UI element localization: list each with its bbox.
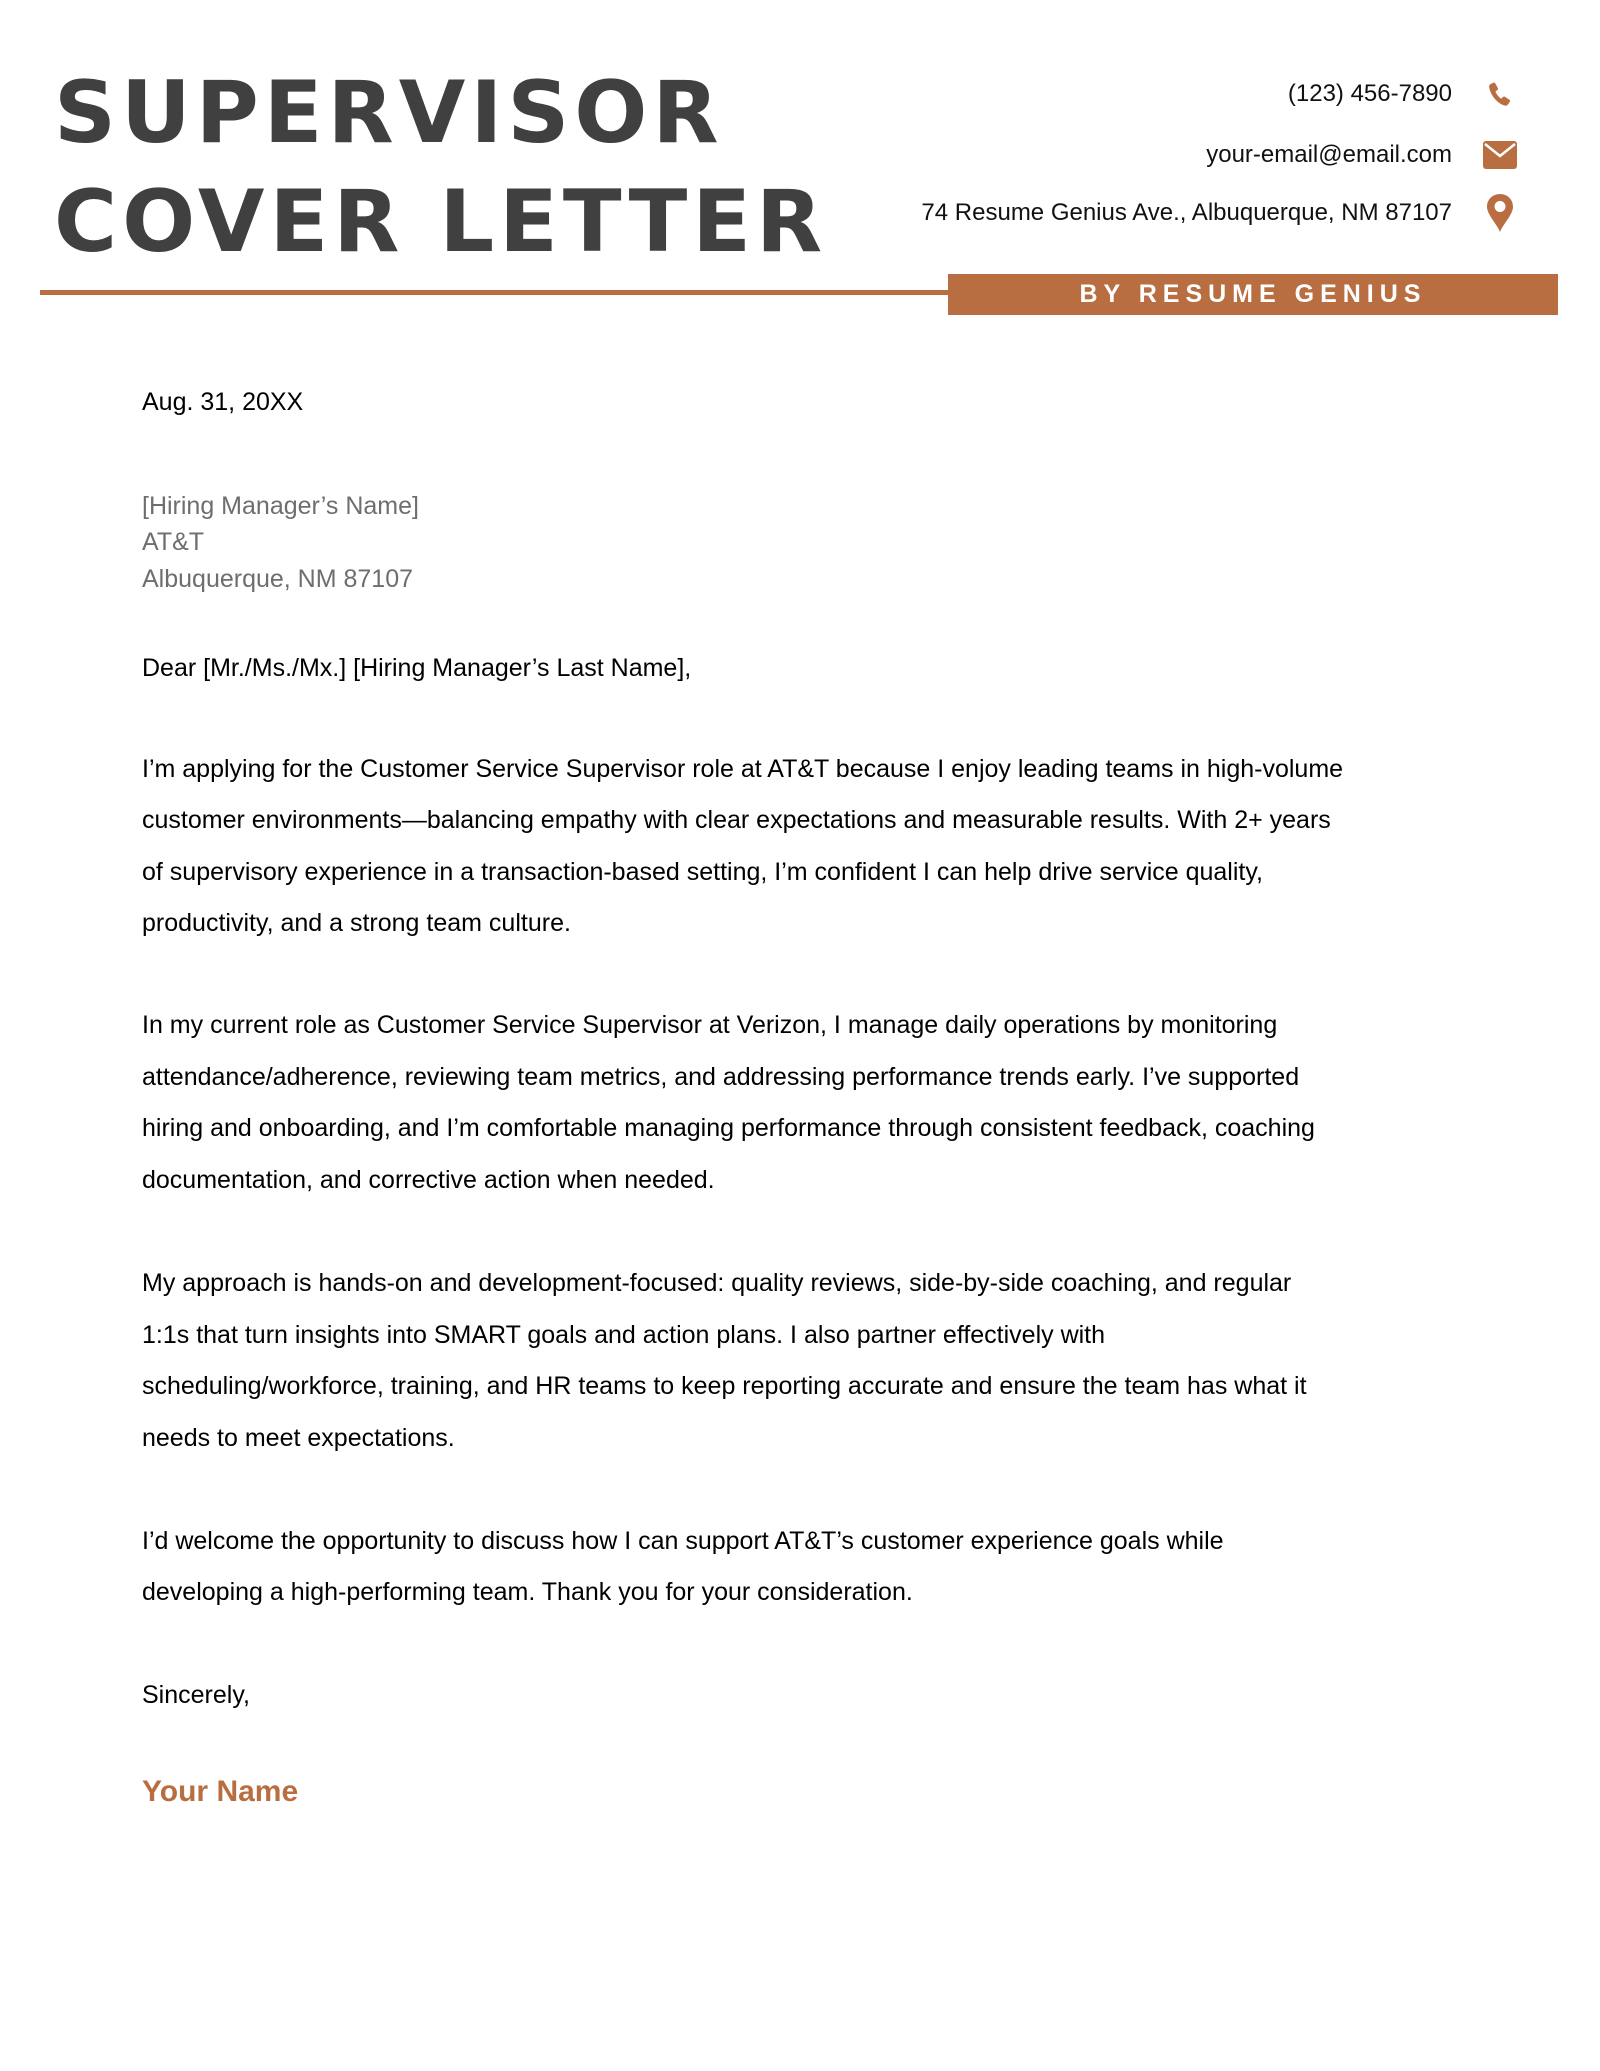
paragraph-line: I’m applying for the Customer Service Supervisor role at AT&T because I enjoy leading teams in high-volume: [142, 755, 1344, 783]
paragraph-line: documentation, and corrective action when needed.: [142, 1166, 715, 1194]
location-pin-icon: [1483, 193, 1517, 233]
recipient-company: AT&T: [142, 528, 205, 556]
paragraph-line: attendance/adherence, reviewing team metrics, and addressing performance trends early. I’ve supported: [142, 1063, 1300, 1091]
paragraph-line: 1:1s that turn insights into SMART goals and action plans. I also partner effectively with: [142, 1321, 1106, 1349]
header-divider: [40, 290, 950, 295]
address-text: 74 Resume Genius Ave., Albuquerque, NM 87107: [921, 199, 1452, 226]
contact-email: [1206, 135, 1452, 175]
salutation: Dear [Mr./Ms./Mx.] [Hiring Manager’s Last Name],: [142, 654, 692, 682]
paragraph-line: customer environments—balancing empathy with clear expectations and measurable results. With 2+ years: [142, 806, 1331, 834]
recipient-location: Albuquerque, NM 87107: [142, 565, 414, 593]
paragraph-line: productivity, and a strong team culture.: [142, 909, 571, 937]
paragraph-line: I’d welcome the opportunity to discuss how I can support AT&T’s customer experience goals while: [142, 1527, 1224, 1555]
paragraph-line: scheduling/workforce, training, and HR teams to keep reporting accurate and ensure the team has what it: [142, 1372, 1307, 1400]
byline-text: BY RESUME GENIUS: [1079, 280, 1427, 308]
paragraph-line: of supervisory experience in a transaction-based setting, I’m confident I can help drive service quality,: [142, 858, 1263, 886]
byline-banner: [948, 274, 1558, 315]
recipient-name: [Hiring Manager’s Name]: [142, 492, 419, 520]
phone-icon: [1483, 78, 1517, 112]
paragraph-line: In my current role as Customer Service Supervisor at Verizon, I manage daily operations by monitoring: [142, 1011, 1278, 1039]
signature-name: Your Name: [142, 1775, 299, 1808]
contact-phone: [1288, 74, 1452, 114]
page-title-line-2: COVER LETTER: [54, 172, 828, 272]
email-icon: [1483, 138, 1517, 172]
page-title-line-1: SUPERVISOR: [54, 63, 724, 163]
paragraph-line: developing a high-performing team. Thank you for your consideration.: [142, 1578, 913, 1606]
letter-date: Aug. 31, 20XX: [142, 388, 304, 416]
paragraph-line: hiring and onboarding, and I’m comfortable managing performance through consistent feedback, coaching: [142, 1114, 1315, 1142]
closing: Sincerely,: [142, 1681, 250, 1709]
contact-address: [921, 193, 1452, 233]
paragraph-line: needs to meet expectations.: [142, 1424, 455, 1452]
paragraph-line: My approach is hands-on and development-focused: quality reviews, side-by-side coaching, and regular: [142, 1269, 1292, 1297]
email-text: your-email@email.com: [1206, 141, 1452, 168]
phone-text: (123) 456-7890: [1287, 80, 1452, 107]
